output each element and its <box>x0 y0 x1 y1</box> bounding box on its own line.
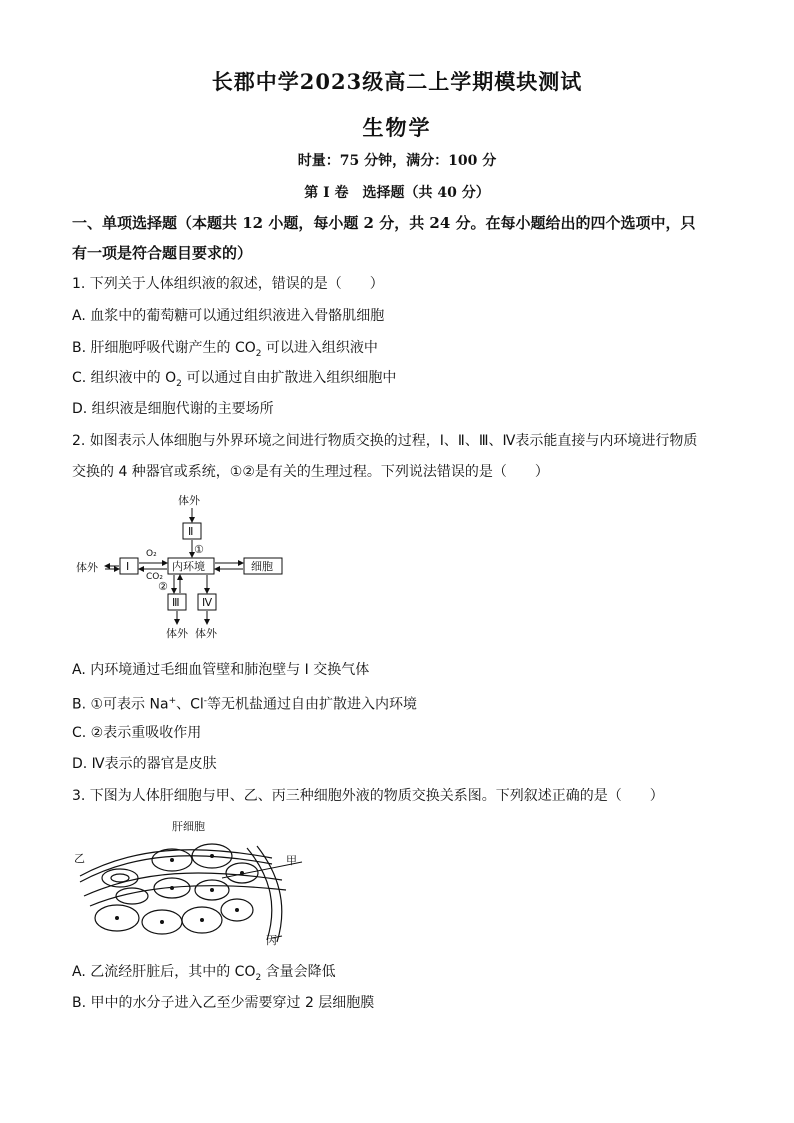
q3-option-a-sub: 2 <box>255 972 262 983</box>
q3-tissue-drawing <box>80 844 302 942</box>
diagram-outside-left: 体外 <box>76 561 98 574</box>
q2-option-c: C. ②表示重吸收作用 <box>72 725 202 741</box>
q3-label-yi: 乙 <box>74 852 85 865</box>
q3-label-liver: 肝细胞 <box>172 820 205 833</box>
part-title: 第 I 卷 选择题（共 40 分） <box>304 185 490 201</box>
diagram-box-2-label: Ⅱ <box>188 525 194 538</box>
q1-option-c-sub: 2 <box>176 378 182 389</box>
exam-title: 长郡中学2023级高二上学期模块测试 <box>211 69 583 94</box>
q2-option-b-text3: 等无机盐通过自由扩散进入内环境 <box>207 696 418 713</box>
section-heading-line1: 一、单项选择题（本题共 12 小题，每小题 2 分，共 24 分。在每小题给出的四个选项中，只 <box>72 214 696 232</box>
diagram-o2-label: O₂ <box>146 549 157 559</box>
section-heading-line2: 有一项是符合题目要求的） <box>72 244 253 262</box>
q2-option-b-text1: B. ①可表示 Na <box>72 696 169 713</box>
q2-option-b-text2: 、Cl <box>176 696 204 713</box>
time-score-info: 时量：75 分钟，满分：100 分 <box>297 153 497 169</box>
q3-option-a-text2: 含量会降低 <box>261 964 336 980</box>
q3-label-jia: 甲 <box>286 854 297 867</box>
q3-option-a-text1: A. 乙流经肝脏后，其中的 CO <box>72 964 256 980</box>
diagram-outside-bottom2: 体外 <box>195 627 217 640</box>
q2-option-b-sup1: + <box>168 696 177 706</box>
q1-option-d: D. 组织液是细胞代谢的主要场所 <box>72 401 274 417</box>
q1-option-b-text2: 可以进入组织液中 <box>261 340 378 356</box>
diagram-inner-env-label: 内环境 <box>172 560 205 573</box>
diagram-process-1: ① <box>194 543 204 556</box>
diagram-box-1-label: Ⅰ <box>126 560 130 573</box>
q1-stem: 1. 下列关于人体组织液的叙述，错误的是（ ） <box>72 276 384 292</box>
q3-stem: 3. 下图为人体肝细胞与甲、乙、丙三种细胞外液的物质交换关系图。下列叙述正确的是（ ） <box>72 788 664 804</box>
q1-option-b-text1: B. 肝细胞呼吸代谢产生的 CO <box>72 340 256 356</box>
diagram-box-3-label: Ⅲ <box>172 596 180 609</box>
q1-option-c <box>72 368 732 394</box>
diagram-process-2: ② <box>158 580 168 593</box>
q2-option-b-sup2: - <box>203 696 208 706</box>
q2-stem-line2: 交换的 4 种器官或系统，①②是有关的生理过程。下列说法错误的是（ ） <box>72 464 549 480</box>
q3-option-a <box>72 962 732 988</box>
diagram-outside-bottom1: 体外 <box>166 627 188 640</box>
q2-option-a: A. 内环境通过毛细血管壁和肺泡壁与 I 交换气体 <box>72 662 370 678</box>
q1-option-b <box>72 338 732 364</box>
diagram-co2-label: CO₂ <box>146 572 163 582</box>
q2-stem-line1: 2. 如图表示人体细胞与外界环境之间进行物质交换的过程，Ⅰ、Ⅱ、Ⅲ、Ⅳ表示能直接与内环境进行物质 <box>72 433 698 449</box>
q3-option-b: B. 甲中的水分子进入乙至少需要穿过 2 层细胞膜 <box>72 995 375 1011</box>
q3-diagram <box>72 818 312 948</box>
q1-option-b-sub: 2 <box>255 348 262 359</box>
diagram-box-4-label: Ⅳ <box>202 596 213 609</box>
q1-option-c-text1: C. 组织液中的 O <box>72 370 177 386</box>
subject-title: 生物学 <box>362 115 432 140</box>
q2-option-d: D. Ⅳ表示的器官是皮肤 <box>72 756 217 772</box>
q2-option-b <box>72 691 732 715</box>
q3-label-bing: 丙 <box>266 934 277 947</box>
q3-cell-nuclei <box>115 854 244 924</box>
q2-diagram <box>72 488 292 648</box>
diagram-cell-label: 细胞 <box>251 560 273 573</box>
diagram-outside-top: 体外 <box>178 494 200 507</box>
q1-option-c-text2: 可以通过自由扩散进入组织细胞中 <box>181 370 397 386</box>
q1-option-a: A. 血浆中的葡萄糖可以通过组织液进入骨骼肌细胞 <box>72 308 385 324</box>
